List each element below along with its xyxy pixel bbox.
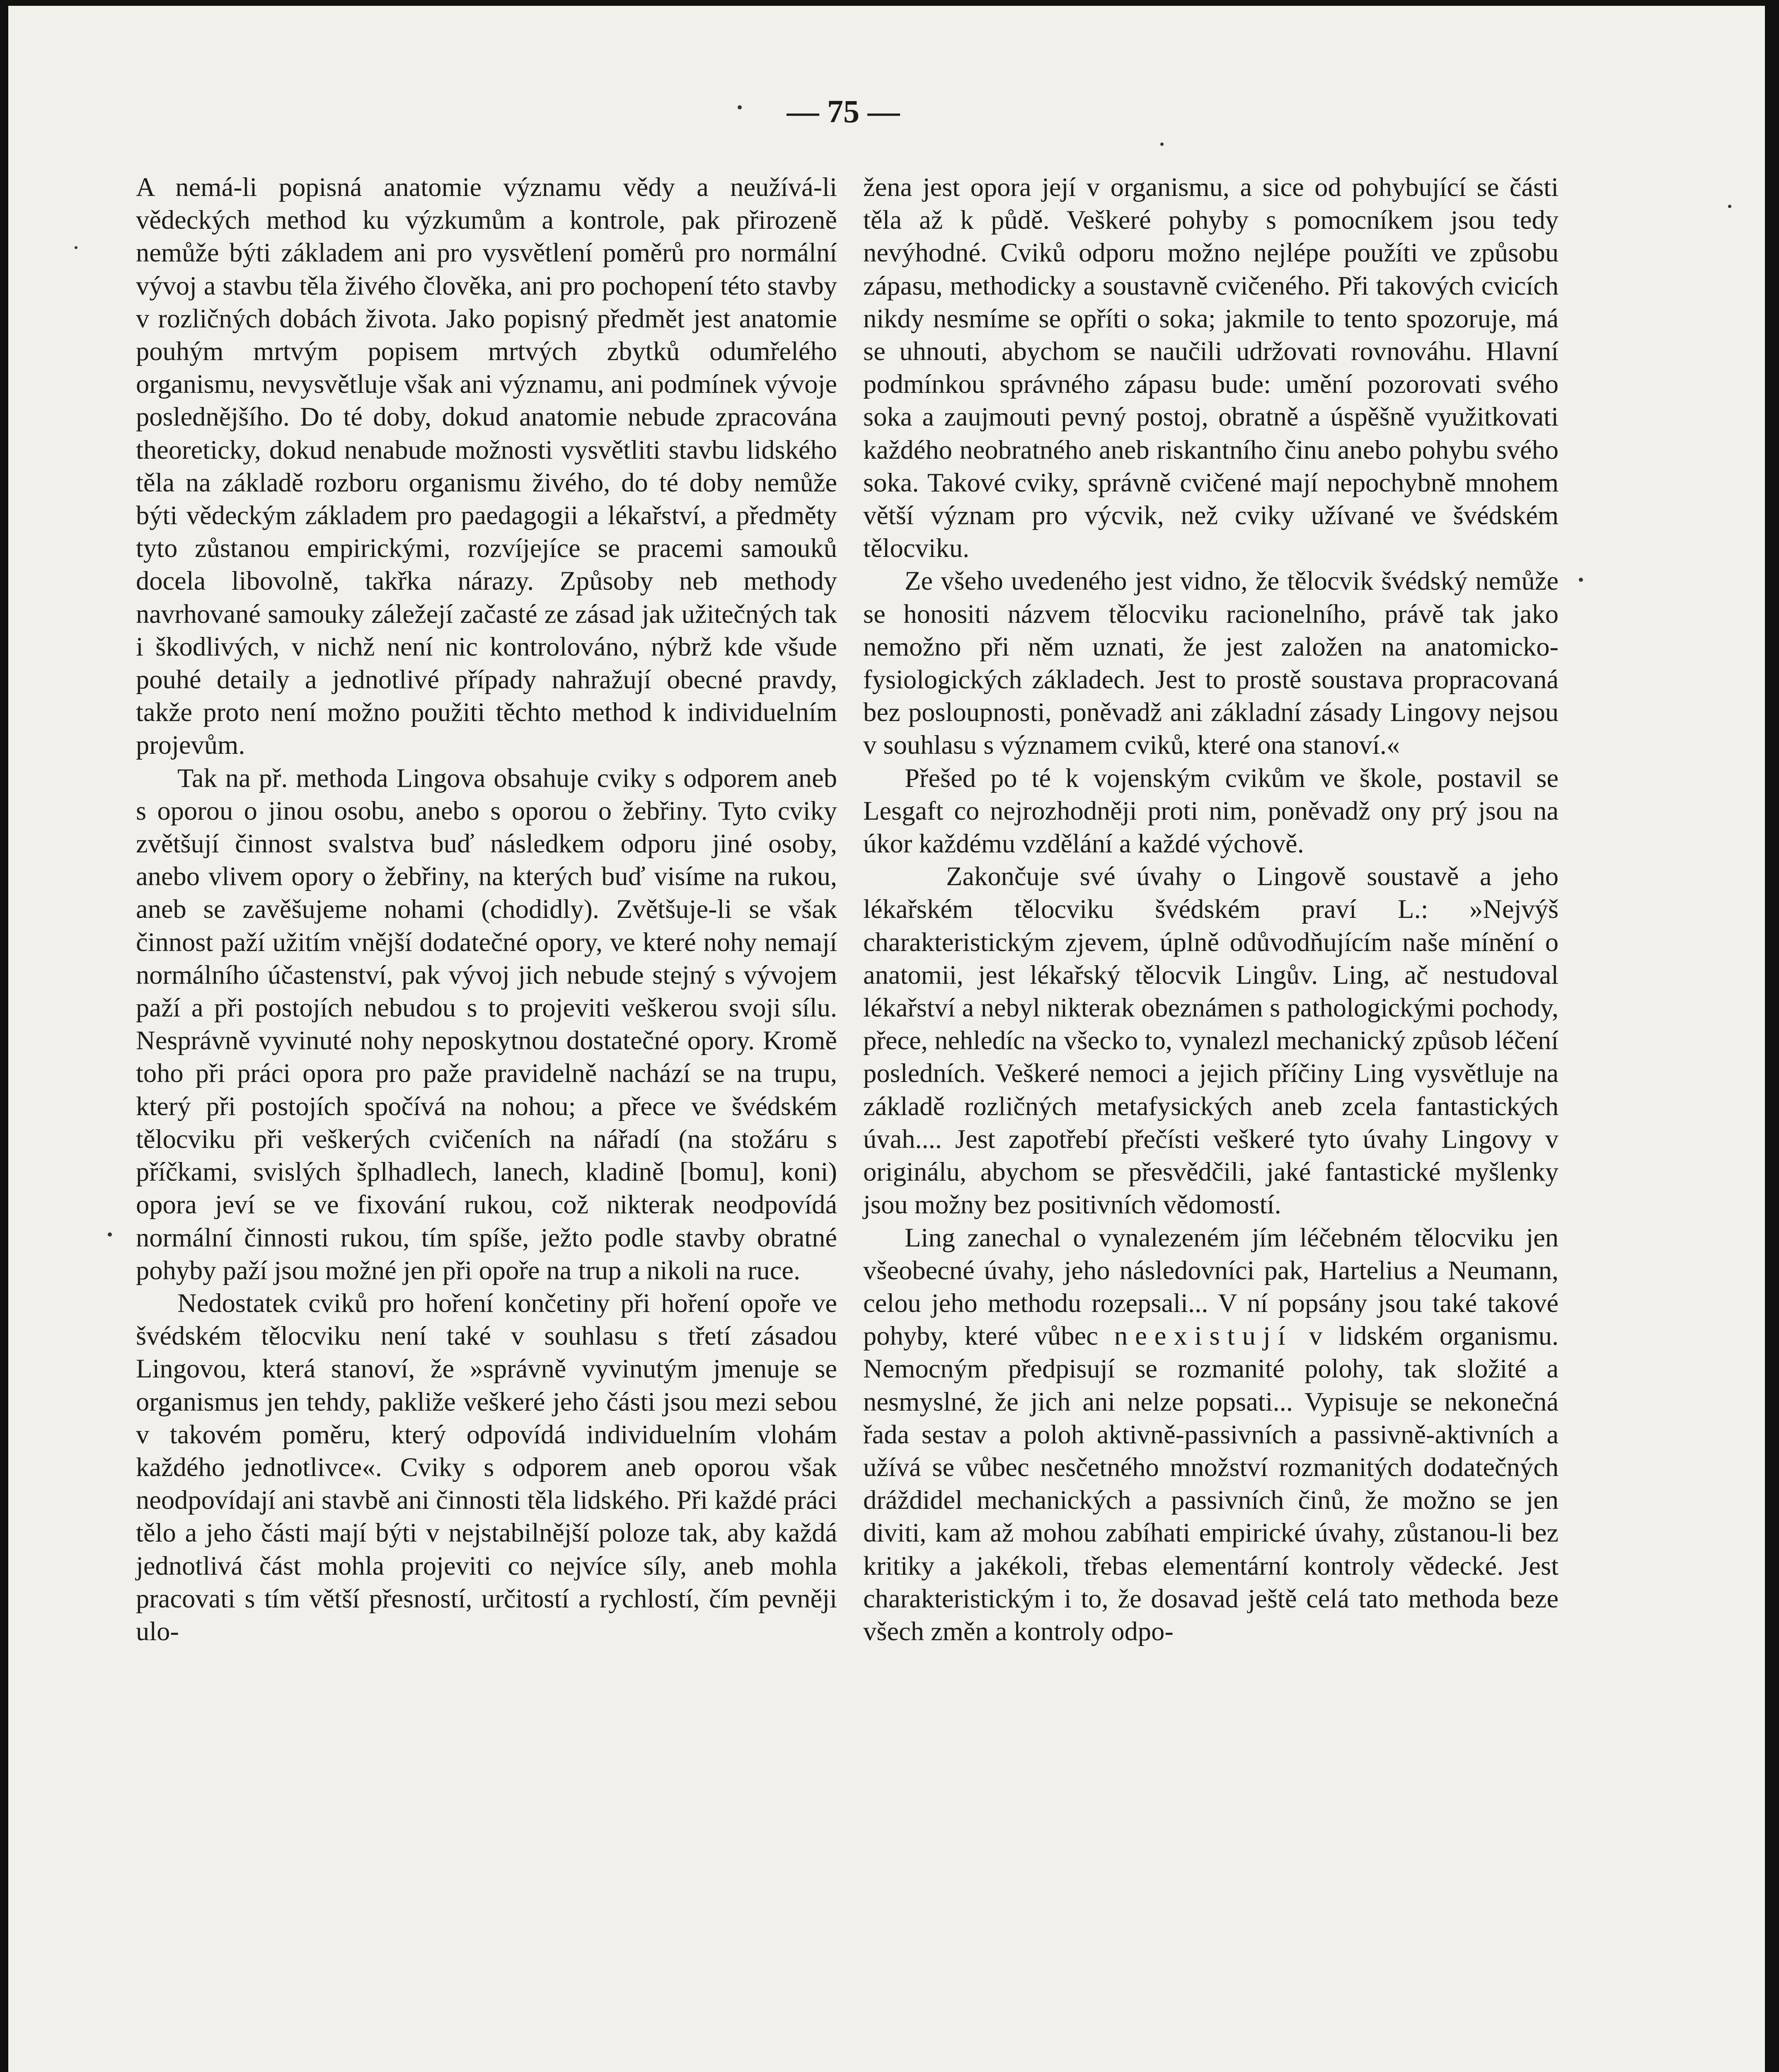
scan-speck [75,246,77,249]
right-paragraph-3: Přešed po té k vojenským cvikům ve škole, postavil se Lesgaft co nejrozhodněji proti nim, poněvadž ony prý jsou na úkor každému vzdělání a každé výchově. [863,763,1559,859]
left-paragraph-2: Tak na př. methoda Lingova obsahuje cviky s odporem aneb s oporou o jinou osobu, anebo s oporou o žebřiny. Tyto cviky zvětšují činnost svalstva buď následkem odporu jiné osoby, anebo vlivem opory o žebřiny, na kterých buď visíme na rukou, aneb se zavěšujeme nohami (chodidly). Zvětšuje-li se však činnost paží užitím vnější dodatečné opory, ve které nohy nemají normálního účastenství, pak vývoj jich nebude stejný s vývojem paží a při postojích nebudou s to projeviti veškerou svoji sílu. Nesprávně vyvinuté nohy neposkytnou dostatečné opory. Kromě toho při práci opora pro paže pravidelně nachází se na trupu, který při postojích spočívá na nohou; a přece ve švédském tělocviku při veškerých cvičeních na nářadí (na stožáru s příčkami, svislých šplhadlech, lanech, kladině [bomu], koni) opora jeví se ve fixování rukou, což nikterak neodpovídá normální činnosti rukou, tím spíše, ježto podle stavby obratné pohyby paží jsou možné jen při opoře na trup a nikoli na ruce. [136,763,837,1285]
right-paragraph-4: Zakončuje své úvahy o Lingově soustavě a jeho lékařském tělocviku švédském praví L.: »Nejvýš charakteristickým zjevem, úplně odůvodňujícím naše mínění o anatomii, jest lékařský tělocvik Lingův. Ling, ač nestudoval lékařství a nebyl nikterak obeznámen s pathologickými pochody, přece, nehledíc na všecko to, vynalezl mechanický způsob léčení posledních. Veškeré nemoci a jejich příčiny Ling vysvětluje na základě rozličných metafysických aneb zcela fantastických úvah.... Jest zapotřebí přečísti veškeré tyto úvahy Lingovy v originálu, abychom se přesvědčili, jaké fantastické myšlenky jsou možny bez positivních vědomostí. [863,862,1559,1220]
right-paragraph-1: žena jest opora její v organismu, a sice od pohybující se části těla až k půdě. Veškeré pohyby s pomocníkem jsou tedy nevýhodné. Cviků odporu možno nejlépe použíti ve způsobu zápasu, methodicky a soustavně cvičeného. Při takových cvicích nikdy nesmíme se opříti o soka; jakmile to tento spozoruje, má se uhnouti, abychom se naučili udržovati rovnováhu. Hlavní podmínkou správného zápasu bude: umění pozorovati svého soka a zaujmouti pevný postoj, obratně a úspěšně využitkovati každého neobratného aneb riskantního činu anebo pohybu svého soka. Takové cviky, správně cvičené mají nepochybně mnohem větší význam pro výcvik, než cviky užívané ve švédském tělocviku. [863,172,1559,563]
left-paragraph-3: Nedostatek cviků pro hoření končetiny při hoření opoře ve švédském tělocviku není také v souhlasu s třetí zásadou Lingovou, která stanoví, že »správně vyvinutým jmenuje se organismus jen tehdy, pakliže veškeré jeho části jsou mezi sebou v takovém poměru, který odpovídá individuelním vlohám každého jednotlivce«. Cviky s odporem aneb oporou však neodpovídají ani stavbě ani činnosti těla lidského. Při každé práci tělo a jeho části mají býti v nejstabilnější poloze tak, aby každá jednotlivá část mohla projeviti co nejvíce síly, aneb mohla pracovati s tím větší přesností, určitostí a rychlostí, čím pevněji ulo- [136,1288,837,1646]
left-column [136,171,837,1648]
right-paragraph-5-end: v lidském organismu. Nemocným předpisují se rozmanité polohy, tak složité a nesmyslné, že jich ani nelze popsati... Vypisuje se nekonečná řada sestav a poloh aktivně-passivních a passivně-aktivních a užívá se vůbec nesčetného množství rozmanitých dodatečných dráždidel mechanických a passivních činů, že možno se jen diviti, kam až mohou zabíhati empirické úvahy, zůstanou-li bez kritiky a jakékoli, třebas elementární kontroly vědecké. Jest charakteristickým i to, že dosavad ještě celá tato methoda beze všech změn a kontroly odpo- [863,1321,1559,1646]
right-paragraph-2: Ze všeho uvedeného jest vidno, že tělocvik švédský nemůže se honositi názvem tělocviku racionelního, právě tak jako nemožno při něm uznati, že jest založen na anatomicko-fysiologických základech. Jest to prostě soustava propracovaná bez posloupnosti, poněvadž ani základní zásady Lingovy nejsou v souhlasu s významem cviků, které ona stanoví.« [863,566,1559,760]
right-column [863,171,1559,1648]
scan-speck [1160,143,1164,146]
scan-speck [1579,578,1583,582]
scan-speck [108,1232,112,1237]
right-paragraph-5-start: Ling zanechal o vynalezeném jím léčebném tělocviku jen všeobecné úvahy, jeho následovníci pak, Hartelius a Neumann, celou jeho methodu rozepsali... V ní popsány jsou také takové pohyby, které vůbec [863,1222,1559,1351]
scan-speck [1728,205,1731,208]
right-paragraph-5-spaced-word: neexistují [1114,1321,1293,1351]
right-paragraph-5 [863,1221,1559,1648]
left-paragraph-1: A nemá-li popisná anatomie významu vědy a neužívá-li vědeckých method ku výzkumům a kontrole, pak přirozeně nemůže býti základem ani pro vysvětlení poměrů pro normální vývoj a stavbu těla živého člověka, ani pro pochopení této stavby v rozličných dobách života. Jako popisný předmět jest anatomie pouhým mrtvým popisem mrtvých zbytků odumřelého organismu, nevysvětluje však ani významu, ani podmínek vývoje poslednějšího. Do té doby, dokud anatomie nebude zpracována theoreticky, dokud nenabude možnosti vysvětliti stavbu lidského těla na základě rozboru organismu živého, do té doby nemůže býti vědeckým základem pro paedagogii a lékařství, a předměty tyto zůstanou empirickými, rozvíjejíce se pracemi samouků docela libovolně, takřka nárazy. Způsoby neb methody navrhované samouky záležejí začasté ze zásad jak užitečných tak i škodlivých, v nichž není nic kontrolováno, nýbrž kde všude pouhé detaily a jednotlivé případy nahražují obecné pravdy, takže proto není možno použiti těchto method k individuelním projevům. [136,172,837,760]
page-number: — 75 — [787,93,900,129]
scan-speck [738,105,742,109]
